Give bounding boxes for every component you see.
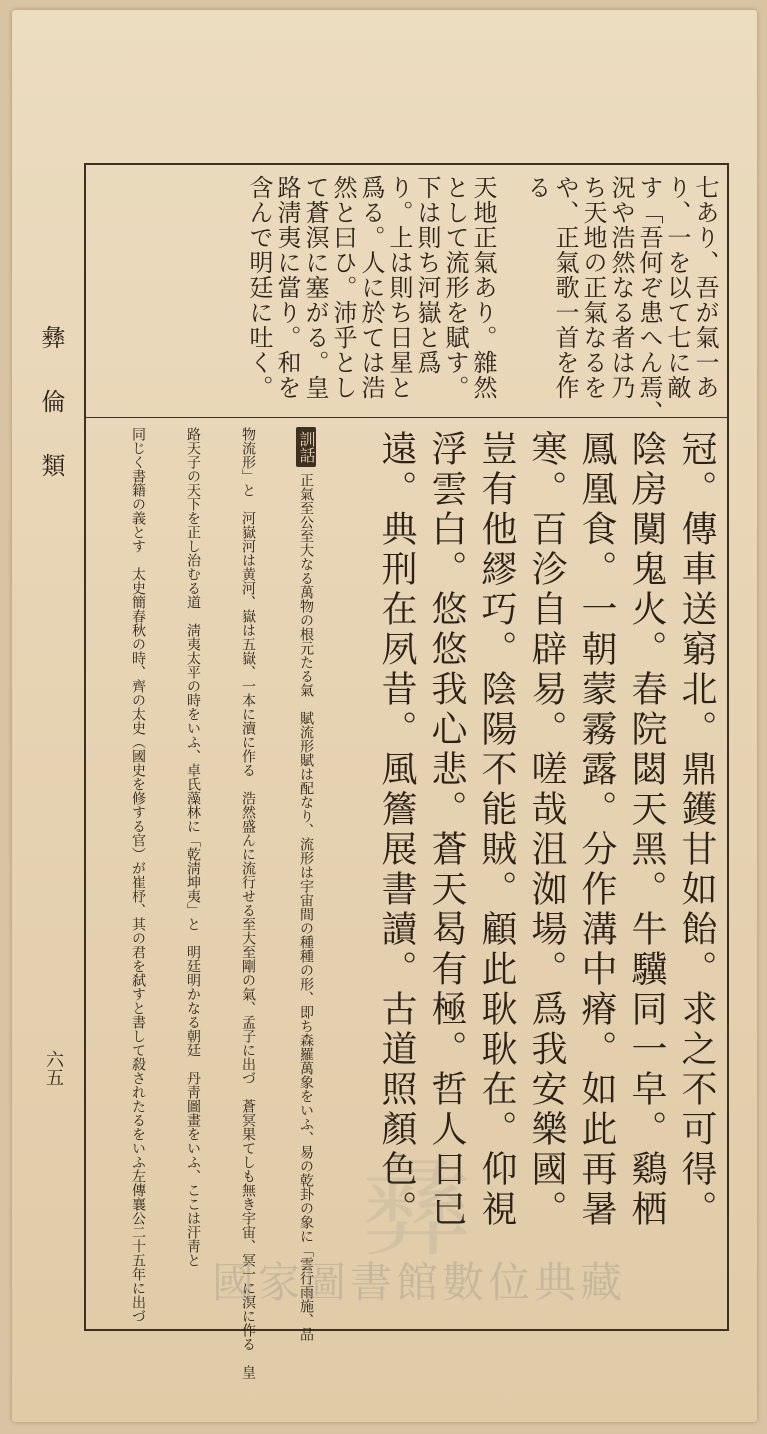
top-column: 七あり、吾が氣一あ: [691, 175, 719, 400]
verse-column: 陰房闃鬼火。春院閟天黑。牛驥同一皁。鷄栖: [626, 430, 667, 1230]
verse-column: 豈有他繆巧。陰陽不能賊。顧此耿耿在。仰視: [476, 430, 517, 1230]
top-column: 路淸夷に當り。和を: [273, 175, 301, 400]
watermark-logo: 彝: [362, 1144, 472, 1272]
top-column: り。上は則ち日星と: [385, 175, 413, 400]
verse-column: 遠。典刑在夙昔。風簷展書讀。古道照顏色。: [376, 430, 417, 1230]
verse-column: 冠。傳車送窮北。鼎鑊甘如飴。求之不可得。: [676, 430, 717, 1230]
top-column: 含んで明廷に吐く。: [245, 175, 273, 400]
top-column: 天地正氣あり。雜然: [469, 175, 497, 400]
top-column: す「吾何ぞ患へん焉、: [635, 175, 663, 425]
verse-column: 浮雲白。悠悠我心悲。蒼天曷有極。哲人日已: [426, 430, 467, 1230]
notes-tag: 訓話: [296, 427, 316, 467]
top-column: 爲る。人に於ては浩: [357, 175, 385, 400]
top-column: 下は則ち河嶽と爲: [413, 175, 441, 375]
top-column: や、正氣歌一首を作: [551, 175, 579, 400]
top-column: として流形を賦す。: [441, 175, 469, 400]
notes-column: [296, 427, 316, 1341]
notes-column: 同じく書籍の義とす 太史簡春秋の時、齊の太史（國史を修する官）が崔杼、其の君を弑すと書して殺されたるをいふ左傳襄公二十五年に出づ: [130, 427, 146, 1323]
note-text: 正氣至公至大なる萬物の根元たる氣 賦流形賦は配なり、流形は宇宙間の種種の形、即ち森羅萬象をいふ、易の乾卦の象に「雲行雨施、品: [298, 473, 314, 1341]
top-column: り、一を以て七に敵: [663, 175, 691, 400]
running-head: 彝倫類: [37, 325, 65, 517]
top-column: 然と曰ひ。沛乎とし: [329, 175, 357, 400]
top-column: て蒼溟に塞がる。皇: [301, 175, 329, 400]
top-column: る: [523, 175, 551, 200]
top-column: ち天地の正氣なるを: [579, 175, 607, 400]
verse-column: 寒。百沴自辟易。嗟哉沮洳場。爲我安樂國。: [526, 430, 567, 1230]
top-column: 況や浩然なる者は乃: [607, 175, 635, 400]
book-page: [12, 10, 757, 1422]
verse-column: 鳳凰食。一朝蒙霧露。分作溝中瘠。如此再暑: [576, 430, 617, 1230]
page-number: 六五: [43, 1050, 64, 1086]
notes-column: 物流形」と 河嶽河は黄河、嶽は五嶽、一本に瀆に作る 浩然盛んに流行せる至大至剛の氣、孟子に出づ 蒼冥果てしも無き宇宙、冥一に溟に作る 皇: [240, 427, 256, 1379]
section-divider: [86, 417, 727, 418]
watermark-text: 國家圖書館數位典藏: [212, 1258, 627, 1307]
notes-column: 路天子の天下を正し治むる道 淸夷太平の時をいふ、卓氏藻林に「乾淸坤夷」と 明廷明かなる朝廷 丹靑圖畫をいふ、ここは汗靑と: [185, 427, 201, 1267]
